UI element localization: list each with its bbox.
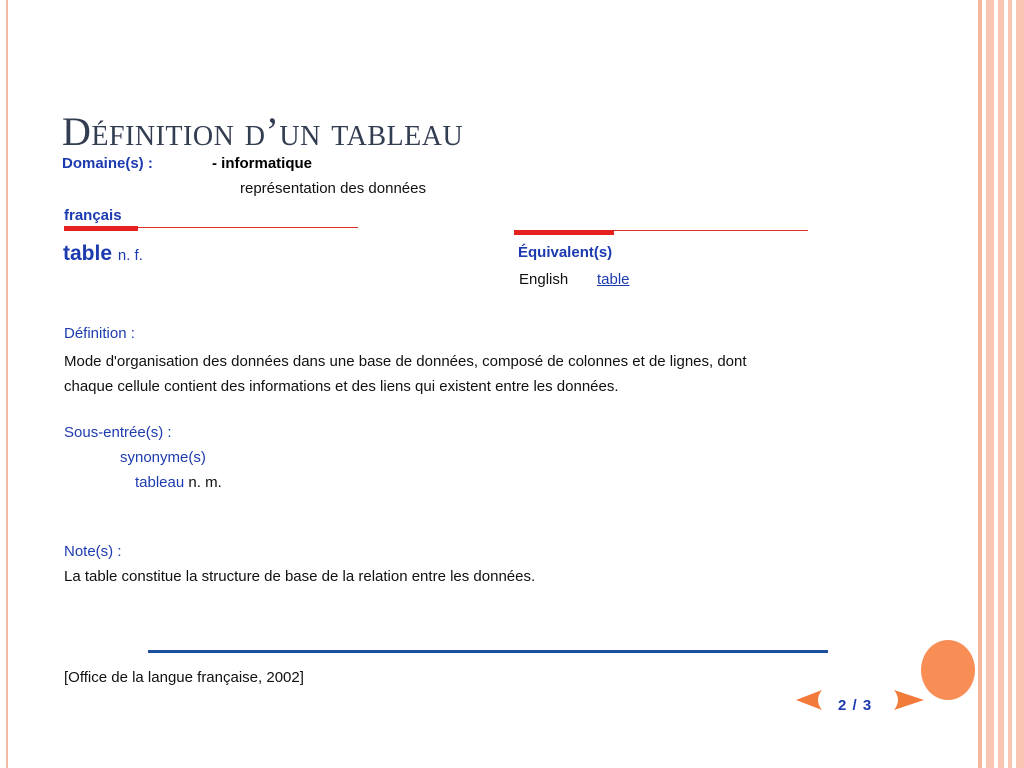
term-entry <box>63 242 143 266</box>
term-text: table <box>63 242 113 265</box>
page-indicator: 2 / 3 <box>838 697 873 714</box>
domain-value: - informatique <box>212 155 312 172</box>
arrow-left-icon[interactable] <box>796 690 822 710</box>
source-citation: [Office de la langue française, 2002] <box>64 669 304 686</box>
definition-label: Définition : <box>64 325 135 342</box>
note-text: La table constitue la structure de base de la relation entre les données. <box>64 568 536 585</box>
right-stripe <box>978 0 982 768</box>
language-underline-bar <box>64 226 138 231</box>
synonym-label: synonyme(s) <box>120 449 206 466</box>
decorative-circle <box>921 640 975 700</box>
equivalent-term-link[interactable]: table <box>597 271 630 288</box>
definition-line: chaque cellule contient des informations et des liens qui existent entre les données. <box>64 378 619 395</box>
slide-title: Définition d’un tableau <box>62 109 464 154</box>
equivalent-language: English <box>519 271 569 288</box>
equivalent-underline-line <box>614 230 808 231</box>
domain-label: Domaine(s) : <box>62 155 153 172</box>
right-stripe <box>986 0 994 768</box>
domain-subfield: représentation des données <box>240 180 426 197</box>
synonym-entry <box>135 474 222 491</box>
synonym-term: tableau <box>135 474 185 491</box>
footer-divider <box>148 650 828 653</box>
right-stripe <box>998 0 1004 768</box>
language-underline-line <box>138 227 358 228</box>
term-grammar: n. f. <box>117 247 143 264</box>
left-border-line <box>6 0 8 768</box>
equivalents-label: Équivalent(s) <box>518 244 613 261</box>
definition-line: Mode d'organisation des données dans une base de données, composé de colonnes et de lignes, dont <box>64 353 747 370</box>
definition-text <box>64 349 924 399</box>
right-stripe <box>1008 0 1012 768</box>
arrow-right-icon[interactable] <box>894 690 924 710</box>
equivalent-underline-bar <box>514 230 614 235</box>
notes-label: Note(s) : <box>64 543 122 560</box>
right-stripe <box>1016 0 1024 768</box>
subentries-label: Sous-entrée(s) : <box>64 424 172 441</box>
synonym-grammar: n. m. <box>188 474 222 491</box>
language-label: français <box>64 207 122 224</box>
